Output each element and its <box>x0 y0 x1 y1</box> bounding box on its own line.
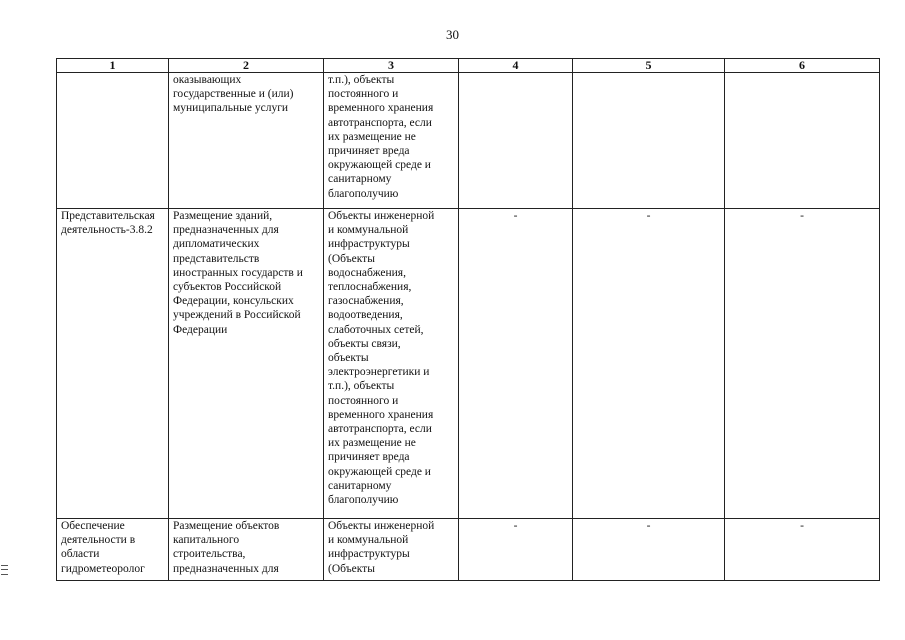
cell-text: оказывающих государственные и (или) муниципальные услуги <box>173 74 294 115</box>
table-row <box>57 209 880 519</box>
column-header-6: 6 <box>725 59 880 73</box>
cell-text: - <box>646 210 651 222</box>
cell-description <box>169 73 324 209</box>
table-row <box>57 519 880 581</box>
cell-description <box>169 519 324 581</box>
cell-text: Обеспечение деятельности в области гидрометеоролог <box>61 520 145 575</box>
cell-auxiliary-uses <box>324 519 459 581</box>
cell-text: - <box>800 210 804 222</box>
page-number: 30 <box>446 27 459 42</box>
land-use-table <box>56 58 880 581</box>
cell-text: Представительская деятельность-3.8.2 <box>61 210 155 237</box>
cell-col4 <box>459 209 573 519</box>
cell-col4 <box>459 519 573 581</box>
table-row <box>57 73 880 209</box>
cell-text: Размещение объектов капитального строительства, предназначенных для <box>173 520 280 575</box>
cell-land-use-type <box>57 519 169 581</box>
scan-margin-mark <box>1 565 8 575</box>
cell-col5 <box>573 73 725 209</box>
cell-text: - <box>513 210 518 222</box>
cell-col5 <box>573 519 725 581</box>
cell-text: Объекты инженерной и коммунальной инфраструктуры (Объекты водоснабжения, теплоснабжения, газоснабжения, водоотведения, слаботочных сетей, объекты связи, объекты электроэнергетики и т.п.), объекты постоянного и временного хранения автотранспорта, если их размещение не причиняет вреда окружающей среде и санитарному благополучию <box>328 210 435 507</box>
column-header-4: 4 <box>459 59 573 73</box>
cell-text: Объекты инженерной и коммунальной инфраструктуры (Объекты <box>328 520 435 575</box>
table-header-row <box>57 59 880 73</box>
cell-text: - <box>513 520 518 532</box>
cell-description <box>169 209 324 519</box>
cell-land-use-type <box>57 73 169 209</box>
cell-land-use-type <box>57 209 169 519</box>
column-header-2: 2 <box>169 59 324 73</box>
cell-col6 <box>725 519 880 581</box>
cell-auxiliary-uses <box>324 73 459 209</box>
column-header-1: 1 <box>57 59 169 73</box>
cell-text: т.п.), объекты постоянного и временного хранения автотранспорта, если их размещение не причиняет вреда окружающей среде и санитарному благополучию <box>328 74 434 200</box>
column-header-5: 5 <box>573 59 725 73</box>
cell-col4 <box>459 73 573 209</box>
cell-col5 <box>573 209 725 519</box>
cell-text: Размещение зданий, предназначенных для дипломатических представительств иностранных государств и субъектов Российской Федерации, консульских учреждений в Российской Федерации <box>173 210 303 336</box>
column-header-3: 3 <box>324 59 459 73</box>
cell-text: - <box>646 520 651 532</box>
cell-auxiliary-uses <box>324 209 459 519</box>
cell-col6 <box>725 73 880 209</box>
cell-text: - <box>800 520 804 532</box>
cell-col6 <box>725 209 880 519</box>
